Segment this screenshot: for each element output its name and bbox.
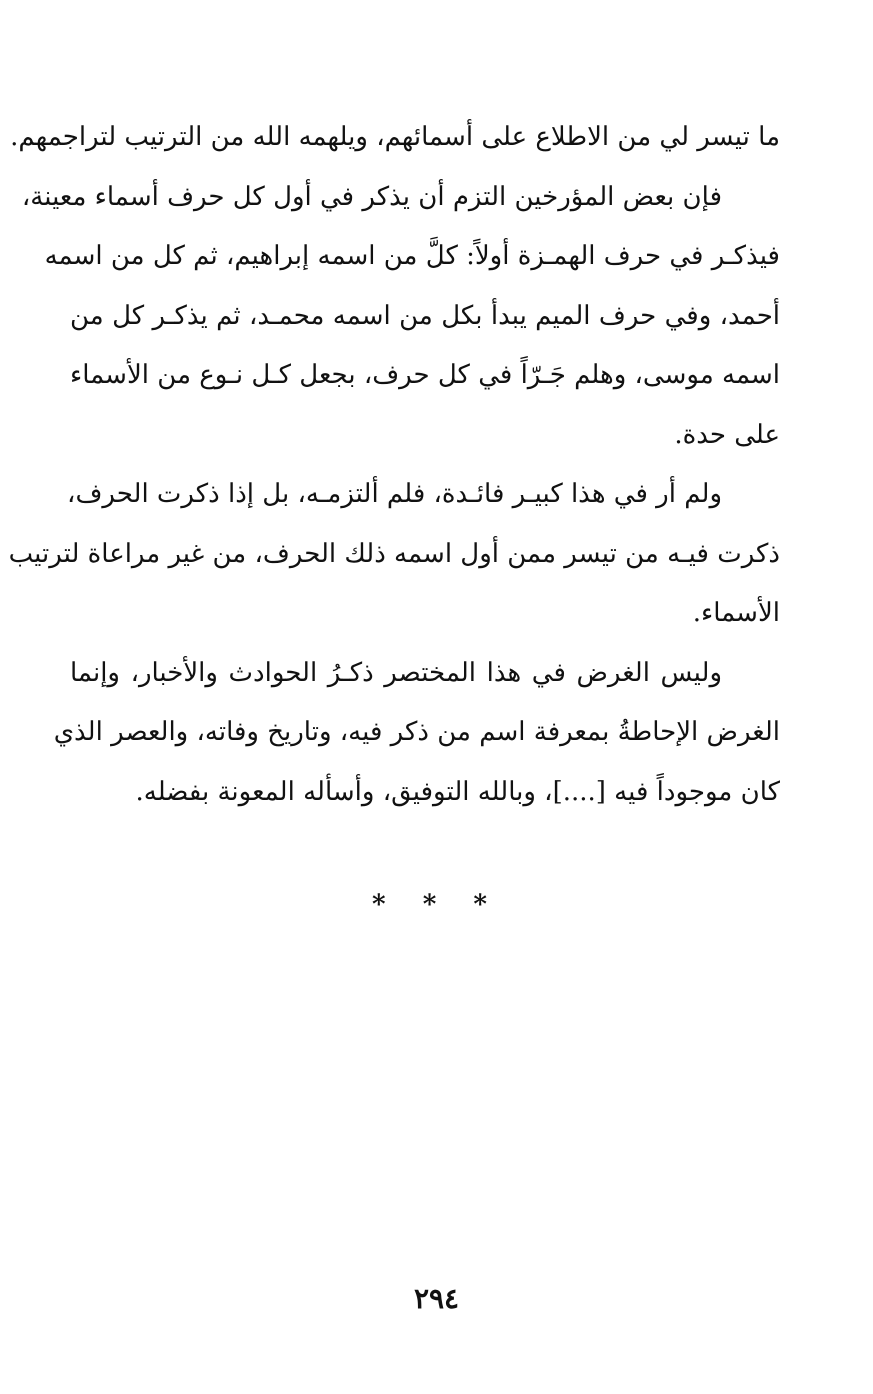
body-text [8,108,780,822]
text-line: وليس الغرض في هذا المختصر ذكـرُ الحوادث والأخبار، وإنما [70,657,722,688]
section-separator: * * * [372,890,501,920]
text-line: أحمد، وفي حرف الميم يبدأ بكل من اسمه محمـد، ثم يذكـر كل من [70,300,780,331]
text-line: فيذكـر في حرف الهمـزة أولاً: كلَّ من اسمه إبراهيم، ثم كل من اسمه [44,241,780,271]
text-line: على حدة. [674,419,780,450]
text-line: الغرض الإحاطةُ بمعرفة اسم من ذكر فيه، وتاريخ وفاته، والعصر الذي [53,717,780,747]
page-number: ٢٩٤ [413,1282,460,1315]
text-line: كان موجوداً فيه [....]، وبالله التوفيق، وأسأله المعونة بفضله. [135,776,780,807]
text-line: فإن بعض المؤرخين التزم أن يذكر في أول كل حرف أسماء معينة، [21,181,722,212]
text-line: اسمه موسى، وهلم جَـرّاً في كل حرف، بجعل كـل نـوع من الأسماء [70,360,780,390]
text-line: ولم أر في هذا كبيـر فائـدة، فلم ألتزمـه، بل إذا ذكرت الحرف، [67,479,722,509]
text-line: ما تيسر لي من الاطلاع على أسمائهم، ويلهمه الله من الترتيب لتراجمهم. [10,122,780,152]
text-line: الأسماء. [692,598,780,628]
text-line: ذكرت فيـه من تيسر ممن أول اسمه ذلك الحرف، من غير مراعاة لترتيب [8,538,780,569]
